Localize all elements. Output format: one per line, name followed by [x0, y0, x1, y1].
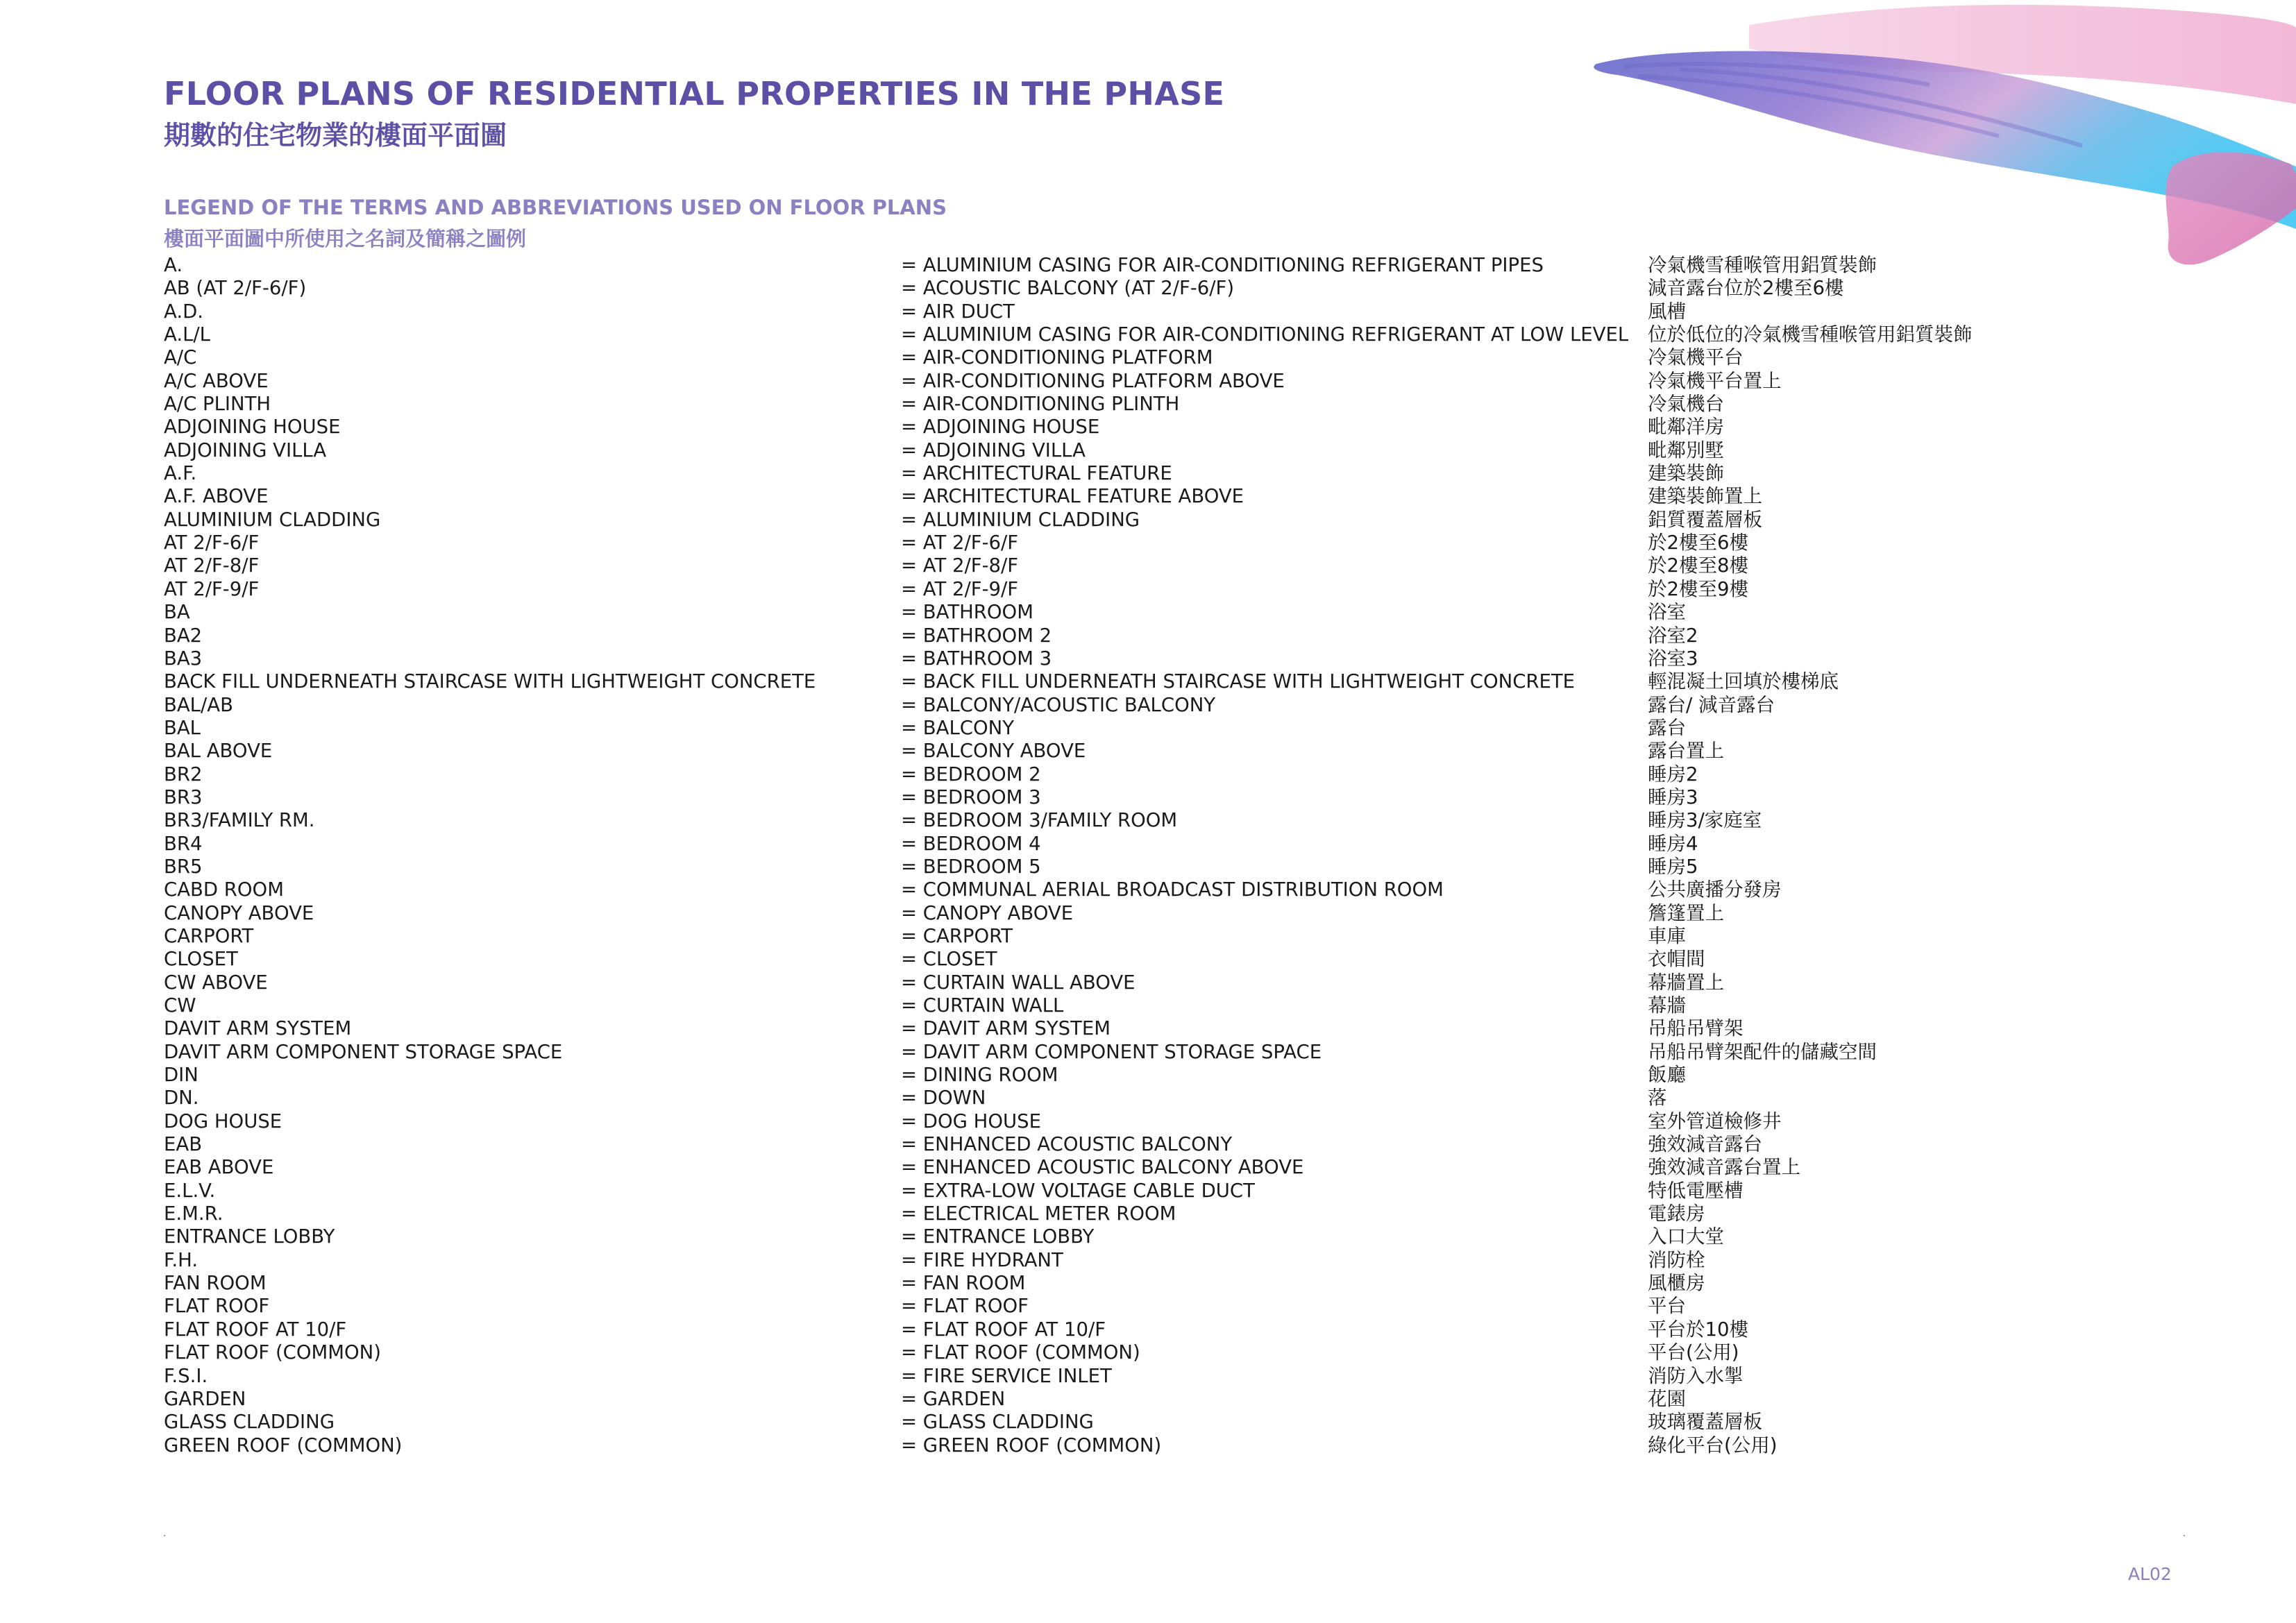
legend-meaning-english: = FAN ROOM	[901, 1272, 1026, 1295]
legend-meaning-english: = ELECTRICAL METER ROOM	[901, 1203, 1176, 1225]
legend-row	[164, 1087, 2177, 1110]
legend-meaning-english: = ENHANCED ACOUSTIC BALCONY ABOVE	[901, 1156, 1304, 1179]
legend-row	[164, 1064, 2177, 1087]
legend-abbreviation: BAL/AB	[164, 693, 233, 716]
legend-abbreviation: GARDEN	[164, 1387, 246, 1410]
legend-row	[164, 439, 2177, 462]
legend-abbreviation: A.F. ABOVE	[164, 485, 269, 508]
legend-abbreviation: F.H.	[164, 1248, 199, 1271]
legend-meaning-chinese: 浴室3	[1648, 647, 1698, 670]
legend-meaning-chinese: 位於低位的冷氣機雪種喉管用鋁質裝飾	[1648, 323, 1973, 346]
legend-abbreviation: DAVIT ARM COMPONENT STORAGE SPACE	[164, 1040, 563, 1063]
legend-meaning-chinese: 簷篷置上	[1648, 901, 1724, 924]
legend-meaning-chinese: 於2樓至9樓	[1648, 577, 1748, 600]
legend-meaning-english: = GARDEN	[901, 1387, 1006, 1410]
legend-abbreviation: DOG HOUSE	[164, 1110, 282, 1132]
legend-abbreviation: GREEN ROOF (COMMON)	[164, 1434, 403, 1456]
legend-meaning-english: = DINING ROOM	[901, 1064, 1058, 1087]
legend-abbreviation: FLAT ROOF AT 10/F	[164, 1318, 347, 1341]
legend-abbreviation: AT 2/F-8/F	[164, 554, 260, 577]
legend-abbreviation: BAL	[164, 716, 201, 739]
legend-row	[164, 370, 2177, 393]
legend-abbreviation: EAB ABOVE	[164, 1156, 274, 1179]
legend-row	[164, 1434, 2177, 1457]
legend-row	[164, 416, 2177, 439]
legend-meaning-english: = BATHROOM 3	[901, 647, 1052, 670]
legend-abbreviation: A.F.	[164, 462, 197, 485]
legend-abbreviation: E.M.R.	[164, 1203, 223, 1225]
legend-meaning-english: = AT 2/F-9/F	[901, 577, 1019, 600]
legend-row	[164, 624, 2177, 647]
legend-row	[164, 346, 2177, 369]
legend-abbreviation: GLASS CLADDING	[164, 1411, 335, 1434]
legend-row	[164, 1411, 2177, 1434]
legend-meaning-chinese: 衣帽間	[1648, 948, 1705, 971]
legend-abbreviation: CARPORT	[164, 924, 254, 947]
legend-meaning-chinese: 輕混凝土回填於樓梯底	[1648, 670, 1839, 693]
legend-meaning-chinese: 冷氣機平台置上	[1648, 369, 1782, 392]
legend-meaning-english: = BEDROOM 4	[901, 832, 1041, 855]
legend-row	[164, 833, 2177, 856]
legend-meaning-english: = CURTAIN WALL	[901, 994, 1064, 1017]
legend-meaning-english: = BEDROOM 3/FAMILY ROOM	[901, 809, 1178, 832]
legend-abbreviation: A/C	[164, 346, 197, 369]
legend-meaning-english: = AIR DUCT	[901, 300, 1015, 323]
legend-row	[164, 485, 2177, 508]
legend-row	[164, 254, 2177, 277]
legend-meaning-chinese: 露台	[1648, 716, 1686, 739]
legend-meaning-english: = BALCONY ABOVE	[901, 740, 1086, 763]
legend-row	[164, 1272, 2177, 1295]
legend-meaning-chinese: 入口大堂	[1648, 1225, 1724, 1248]
legend-abbreviation: AT 2/F-6/F	[164, 532, 260, 554]
legend-meaning-english: = CANOPY ABOVE	[901, 901, 1074, 924]
legend-meaning-chinese: 吊船吊臂架配件的儲藏空間	[1648, 1040, 1877, 1063]
legend-meaning-chinese: 睡房4	[1648, 832, 1698, 855]
legend-row	[164, 1341, 2177, 1364]
legend-meaning-english: = CARPORT	[901, 924, 1013, 947]
legend-heading-chinese: 樓面平面圖中所使用之名詞及簡稱之圖例	[164, 227, 527, 250]
legend-meaning-english: = BEDROOM 5	[901, 855, 1041, 878]
legend-row	[164, 647, 2177, 670]
legend-meaning-english: = FLAT ROOF AT 10/F	[901, 1318, 1106, 1341]
legend-meaning-english: = AIR-CONDITIONING PLINTH	[901, 393, 1180, 416]
legend-row	[164, 300, 2177, 323]
legend-meaning-chinese: 強效減音露台置上	[1648, 1156, 1800, 1179]
legend-row	[164, 601, 2177, 624]
legend-meaning-english: = ADJOINING HOUSE	[901, 416, 1100, 439]
legend-meaning-chinese: 吊船吊臂架	[1648, 1017, 1744, 1040]
legend-meaning-chinese: 建築裝飾	[1648, 462, 1724, 485]
legend-meaning-english: = FLAT ROOF	[901, 1295, 1029, 1318]
legend-meaning-english: = CURTAIN WALL ABOVE	[901, 971, 1136, 994]
legend-meaning-english: = AT 2/F-6/F	[901, 532, 1019, 554]
legend-abbreviation: A.D.	[164, 300, 203, 323]
legend-row	[164, 393, 2177, 416]
legend-meaning-chinese: 睡房5	[1648, 855, 1698, 878]
legend-abbreviation: ALUMINIUM CLADDING	[164, 508, 381, 531]
legend-row	[164, 1318, 2177, 1341]
legend-meaning-english: = EXTRA-LOW VOLTAGE CABLE DUCT	[901, 1179, 1255, 1202]
legend-abbreviation: A.	[164, 254, 183, 276]
legend-row	[164, 1180, 2177, 1203]
legend-meaning-chinese: 平台於10樓	[1648, 1318, 1748, 1341]
page-number: AL02	[2128, 1564, 2172, 1584]
legend-meaning-chinese: 建築裝飾置上	[1648, 485, 1762, 508]
legend-row	[164, 1203, 2177, 1225]
legend-row	[164, 1041, 2177, 1064]
legend-abbreviation: ADJOINING VILLA	[164, 439, 327, 461]
legend-row	[164, 925, 2177, 948]
legend-abbreviation: A/C ABOVE	[164, 369, 269, 392]
legend-meaning-english: = ALUMINIUM CLADDING	[901, 508, 1140, 531]
legend-meaning-english: = DOWN	[901, 1087, 986, 1110]
legend-abbreviation: FLAT ROOF (COMMON)	[164, 1341, 381, 1364]
legend-meaning-chinese: 幕牆置上	[1648, 971, 1724, 994]
legend-abbreviation: BA2	[164, 624, 203, 647]
page-title: FLOOR PLANS OF RESIDENTIAL PROPERTIES IN THE PHASE	[164, 75, 1225, 112]
legend-row	[164, 948, 2177, 971]
legend-meaning-chinese: 綠化平台(公用)	[1648, 1434, 1778, 1456]
legend-meaning-chinese: 睡房3/家庭室	[1648, 809, 1762, 832]
legend-abbreviation: DN.	[164, 1087, 199, 1110]
legend-row	[164, 740, 2177, 763]
crop-mark-dot	[2184, 1535, 2185, 1536]
legend-row	[164, 1133, 2177, 1156]
legend-abbreviation: CLOSET	[164, 948, 238, 971]
legend-meaning-english: = BALCONY	[901, 716, 1014, 739]
legend-meaning-chinese: 冷氣機雪種喉管用鋁質裝飾	[1648, 254, 1877, 276]
legend-row	[164, 971, 2177, 994]
legend-abbreviation: BA3	[164, 647, 203, 670]
legend-meaning-chinese: 浴室2	[1648, 624, 1698, 647]
legend-row	[164, 509, 2177, 532]
legend-meaning-english: = ARCHITECTURAL FEATURE	[901, 462, 1172, 485]
legend-meaning-chinese: 電錶房	[1648, 1203, 1705, 1225]
legend-row	[164, 532, 2177, 554]
legend-abbreviation: F.S.I.	[164, 1364, 208, 1387]
legend-row	[164, 462, 2177, 485]
legend-abbreviation: DAVIT ARM SYSTEM	[164, 1017, 352, 1040]
legend-meaning-chinese: 毗鄰洋房	[1648, 416, 1724, 439]
legend-meaning-english: = BACK FILL UNDERNEATH STAIRCASE WITH LIGHTWEIGHT CONCRETE	[901, 670, 1576, 693]
legend-meaning-english: = AT 2/F-8/F	[901, 554, 1019, 577]
legend-meaning-chinese: 車庫	[1648, 924, 1686, 947]
legend-abbreviation: A/C PLINTH	[164, 393, 271, 416]
legend-abbreviation: BACK FILL UNDERNEATH STAIRCASE WITH LIGHTWEIGHT CONCRETE	[164, 670, 816, 693]
legend-abbreviation: CANOPY ABOVE	[164, 901, 314, 924]
brush-pink-blob	[2166, 152, 2296, 264]
legend-meaning-chinese: 玻璃覆蓋層板	[1648, 1411, 1762, 1434]
legend-meaning-chinese: 落	[1648, 1087, 1667, 1110]
legend-meaning-chinese: 冷氣機平台	[1648, 346, 1744, 369]
legend-meaning-english: = BEDROOM 3	[901, 785, 1041, 808]
legend-meaning-chinese: 浴室	[1648, 601, 1686, 624]
legend-row	[164, 277, 2177, 300]
legend-row	[164, 1388, 2177, 1411]
legend-abbreviation: FLAT ROOF	[164, 1295, 270, 1318]
legend-abbreviation: AB (AT 2/F-6/F)	[164, 277, 307, 300]
legend-row	[164, 1017, 2177, 1040]
legend-abbreviation: A.L/L	[164, 323, 210, 346]
legend-meaning-chinese: 平台	[1648, 1295, 1686, 1318]
legend-row	[164, 902, 2177, 925]
legend-meaning-chinese: 風槽	[1648, 300, 1686, 323]
legend-meaning-english: = BALCONY/ACOUSTIC BALCONY	[901, 693, 1216, 716]
legend-row	[164, 694, 2177, 717]
legend-meaning-english: = BATHROOM	[901, 601, 1033, 624]
legend-row	[164, 878, 2177, 901]
legend-row	[164, 1365, 2177, 1388]
legend-row	[164, 717, 2177, 740]
legend-row	[164, 323, 2177, 346]
legend-meaning-chinese: 消防栓	[1648, 1248, 1705, 1271]
legend-meaning-chinese: 平台(公用)	[1648, 1341, 1739, 1364]
legend-meaning-english: = DOG HOUSE	[901, 1110, 1041, 1132]
legend-meaning-english: = ADJOINING VILLA	[901, 439, 1086, 461]
legend-meaning-english: = ALUMINIUM CASING FOR AIR-CONDITIONING REFRIGERANT AT LOW LEVEL	[901, 323, 1629, 346]
legend-abbreviation: CABD ROOM	[164, 878, 284, 901]
legend-meaning-chinese: 飯廳	[1648, 1064, 1686, 1087]
legend-meaning-english: = GLASS CLADDING	[901, 1411, 1094, 1434]
legend-abbreviation: ADJOINING HOUSE	[164, 416, 341, 439]
legend-meaning-chinese: 鋁質覆蓋層板	[1648, 508, 1762, 531]
legend-heading: LEGEND OF THE TERMS AND ABBREVIATIONS USED ON FLOOR PLANS	[164, 196, 947, 219]
legend-meaning-english: = ENHANCED ACOUSTIC BALCONY	[901, 1133, 1233, 1156]
legend-table-body	[164, 254, 2177, 1457]
legend-row	[164, 1156, 2177, 1179]
legend-abbreviation: BR3	[164, 785, 203, 808]
legend-meaning-english: = FIRE HYDRANT	[901, 1248, 1063, 1271]
legend-meaning-chinese: 花園	[1648, 1387, 1686, 1410]
legend-meaning-english: = DAVIT ARM COMPONENT STORAGE SPACE	[901, 1040, 1322, 1063]
legend-meaning-english: = BATHROOM 2	[901, 624, 1052, 647]
legend-meaning-chinese: 幕牆	[1648, 994, 1686, 1017]
legend-meaning-chinese: 消防入水掣	[1648, 1364, 1744, 1387]
legend-meaning-english: = AIR-CONDITIONING PLATFORM ABOVE	[901, 369, 1285, 392]
legend-row	[164, 554, 2177, 577]
brush-main-stroke	[1594, 51, 2296, 229]
legend-meaning-english: = GREEN ROOF (COMMON)	[901, 1434, 1162, 1456]
legend-row	[164, 1295, 2177, 1318]
legend-meaning-chinese: 公共廣播分發房	[1648, 878, 1782, 901]
legend-meaning-english: = ACOUSTIC BALCONY (AT 2/F-6/F)	[901, 277, 1235, 300]
legend-meaning-english: = FLAT ROOF (COMMON)	[901, 1341, 1140, 1364]
legend-row	[164, 763, 2177, 786]
page-title-chinese: 期數的住宅物業的樓面平面圖	[164, 120, 507, 151]
legend-abbreviation: BR4	[164, 832, 203, 855]
legend-meaning-chinese: 減音露台位於2樓至6樓	[1648, 277, 1844, 300]
legend-meaning-chinese: 睡房2	[1648, 763, 1698, 785]
legend-abbreviation: DIN	[164, 1064, 199, 1087]
legend-abbreviation: CW	[164, 994, 196, 1017]
legend-meaning-chinese: 於2樓至8樓	[1648, 554, 1748, 577]
legend-row	[164, 578, 2177, 601]
legend-row	[164, 1110, 2177, 1133]
crop-mark-dot	[164, 1535, 165, 1536]
legend-meaning-chinese: 於2樓至6樓	[1648, 532, 1748, 554]
legend-abbreviation: BR5	[164, 855, 203, 878]
legend-meaning-chinese: 特低電壓槽	[1648, 1179, 1744, 1202]
legend-meaning-english: = AIR-CONDITIONING PLATFORM	[901, 346, 1213, 369]
legend-meaning-english: = FIRE SERVICE INLET	[901, 1364, 1112, 1387]
legend-meaning-english: = DAVIT ARM SYSTEM	[901, 1017, 1111, 1040]
legend-meaning-english: = ENTRANCE LOBBY	[901, 1225, 1095, 1248]
legend-abbreviation: ENTRANCE LOBBY	[164, 1225, 335, 1248]
legend-abbreviation: BAL ABOVE	[164, 740, 273, 763]
legend-meaning-chinese: 露台/ 減音露台	[1648, 693, 1775, 716]
legend-row	[164, 994, 2177, 1017]
legend-row	[164, 809, 2177, 832]
legend-meaning-english: = COMMUNAL AERIAL BROADCAST DISTRIBUTION ROOM	[901, 878, 1444, 901]
legend-table	[164, 254, 2177, 1457]
legend-abbreviation: BA	[164, 601, 190, 624]
legend-abbreviation: EAB	[164, 1133, 203, 1156]
legend-abbreviation: BR3/FAMILY RM.	[164, 809, 315, 832]
legend-row	[164, 856, 2177, 878]
legend-meaning-english: = BEDROOM 2	[901, 763, 1041, 785]
legend-abbreviation: BR2	[164, 763, 203, 785]
legend-meaning-chinese: 睡房3	[1648, 785, 1698, 808]
legend-meaning-chinese: 冷氣機台	[1648, 393, 1724, 416]
legend-abbreviation: E.L.V.	[164, 1179, 216, 1202]
legend-row	[164, 786, 2177, 809]
legend-row	[164, 670, 2177, 693]
brush-pink-top	[1749, 5, 2296, 104]
legend-meaning-chinese: 室外管道檢修井	[1648, 1110, 1782, 1132]
legend-meaning-chinese: 毗鄰別墅	[1648, 439, 1724, 461]
legend-meaning-chinese: 露台置上	[1648, 740, 1724, 763]
legend-abbreviation: AT 2/F-9/F	[164, 577, 260, 600]
legend-abbreviation: FAN ROOM	[164, 1272, 267, 1295]
legend-meaning-english: = ARCHITECTURAL FEATURE ABOVE	[901, 485, 1244, 508]
legend-row	[164, 1249, 2177, 1272]
legend-meaning-english: = ALUMINIUM CASING FOR AIR-CONDITIONING REFRIGERANT PIPES	[901, 254, 1544, 276]
brush-streaks	[1624, 64, 2082, 146]
legend-meaning-chinese: 強效減音露台	[1648, 1133, 1762, 1156]
legend-meaning-chinese: 風櫃房	[1648, 1272, 1705, 1295]
legend-row	[164, 1225, 2177, 1248]
legend-abbreviation: CW ABOVE	[164, 971, 268, 994]
legend-meaning-english: = CLOSET	[901, 948, 997, 971]
